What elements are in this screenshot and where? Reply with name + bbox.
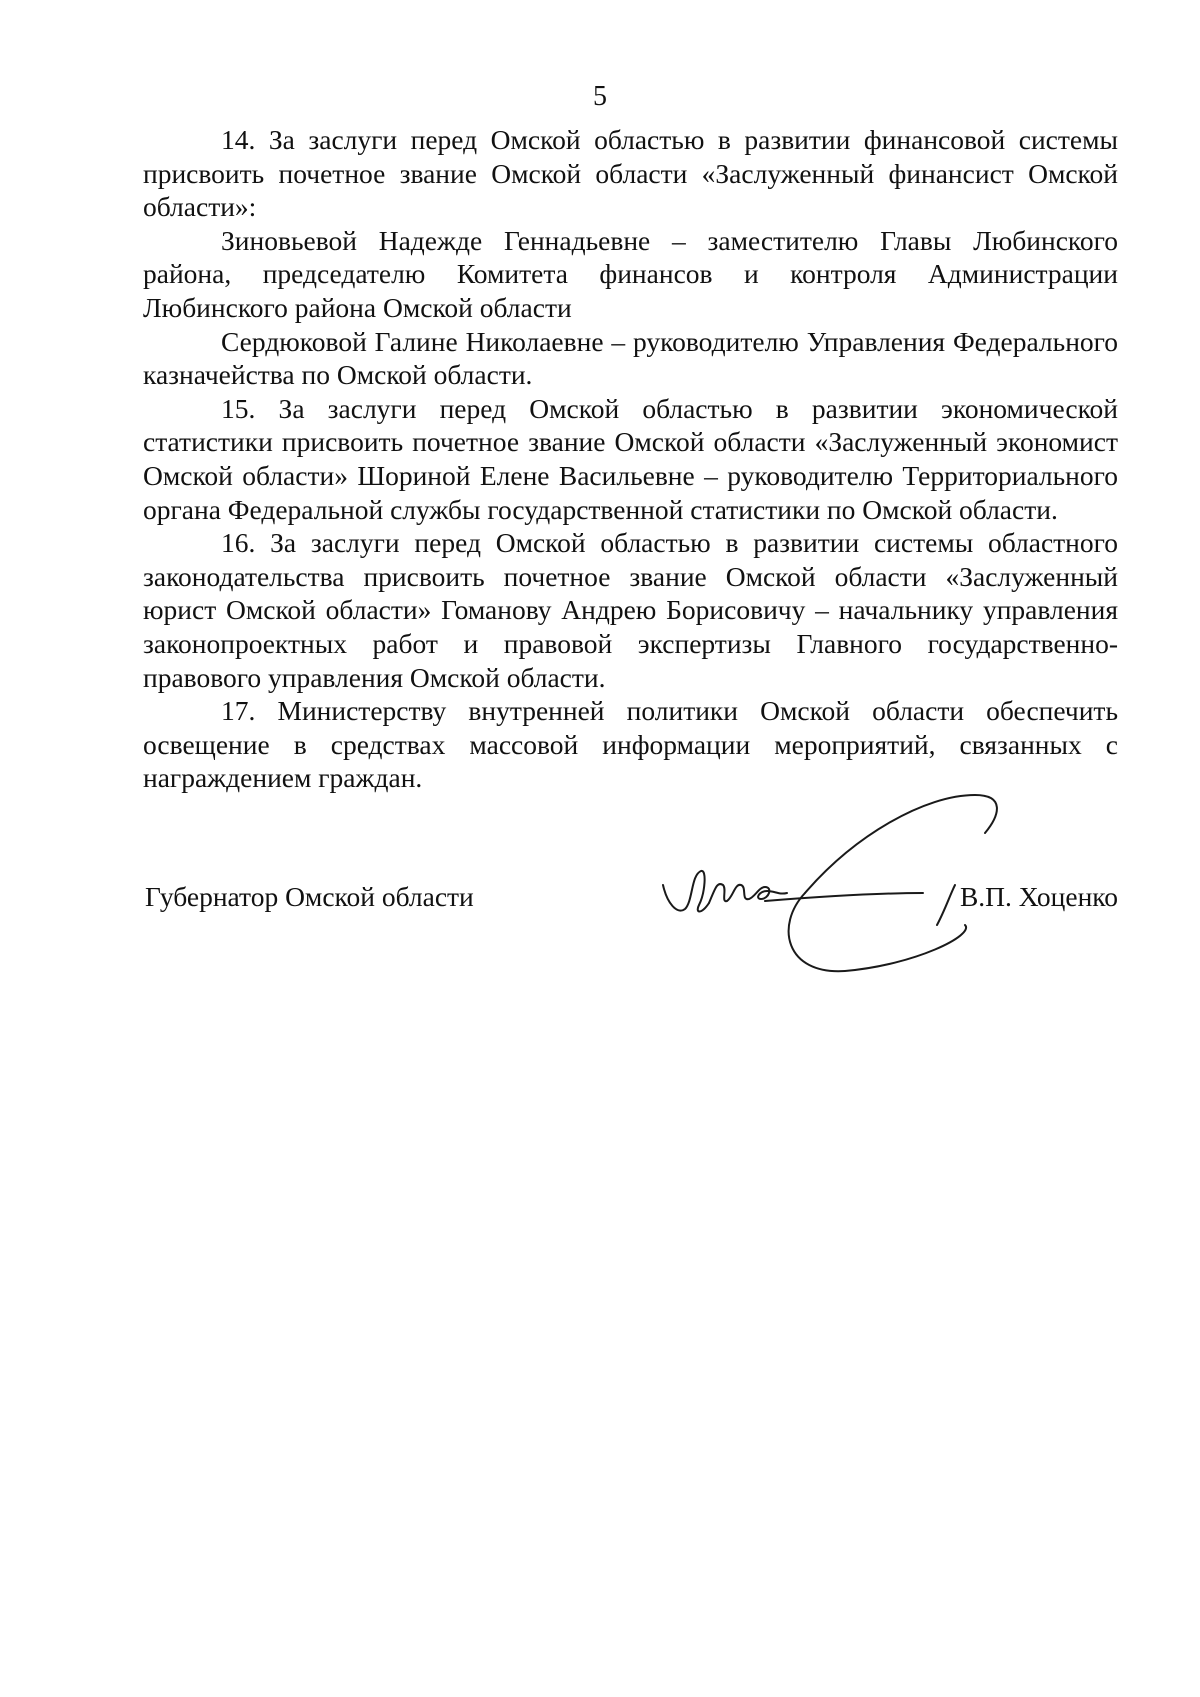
paragraph-17: 17. Министерству внутренней политики Омской области обеспечить освещение в средствах массовой информации мероприятий, связанных с награждением граждан. xyxy=(143,695,1118,794)
page-number: 5 xyxy=(593,81,607,112)
paragraph-14: 14. За заслуги перед Омской областью в развитии финансовой системы присвоить почетное звание Омской области «Заслуженный финансист Омской области»: xyxy=(143,124,1118,223)
document-body xyxy=(143,123,1118,795)
paragraph-15: 15. За заслуги перед Омской областью в развитии экономической статистики присвоить почетное звание Омской области «Заслуженный экономист Омской области» Шориной Елене Васильевне – руководителю Территориального органа Федеральной службы государственной статистики по Омской области. xyxy=(143,392,1118,525)
signature-block xyxy=(143,880,1118,920)
paragraph-16: 16. За заслуги перед Омской областью в развитии системы областного законодательства присвоить почетное звание Омской области «Заслуженный юрист Омской области» Гоманову Андрею Борисовичу – начальнику управления законопроектных работ и правовой экспертизы Главного государственно-правового управления Омской области. xyxy=(143,527,1118,693)
signer-position: Губернатор Омской области xyxy=(145,881,474,912)
handwritten-signature xyxy=(655,775,1045,975)
signer-name: В.П. Хоценко xyxy=(959,881,1118,912)
paragraph-14-recipient-2: Сердюковой Галине Николаевне – руководителю Управления Федерального казначейства по Омской области. xyxy=(143,325,1118,391)
paragraph-14-recipient-1: Зиновьевой Надежде Геннадьевне – заместителю Главы Любинского района, председателю Комитета финансов и контроля Администрации Любинского района Омской области xyxy=(143,224,1118,323)
